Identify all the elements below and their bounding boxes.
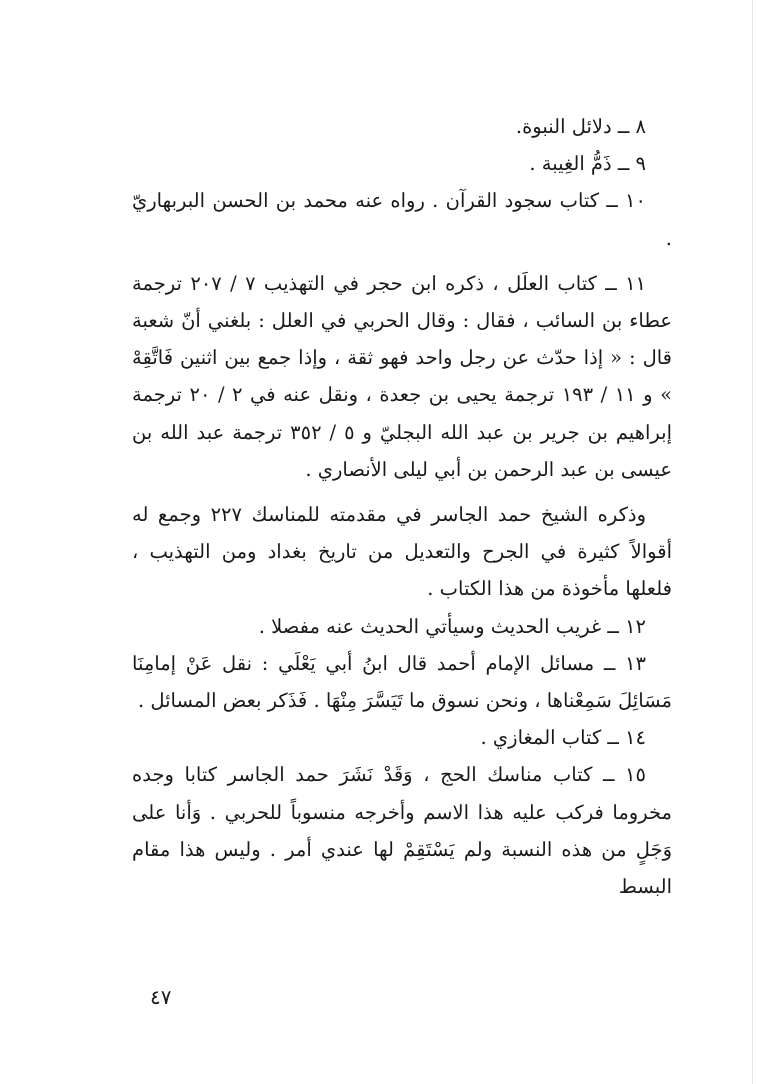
list-item-9: ٩ ــ ذَمُّ الغِيبة . xyxy=(529,152,646,176)
list-item-11: ١١ ــ كتاب العلَل ، ذكره ابن حجر في التهذيب ٧ / ٢٠٧ ترجمة عطاء بن السائب ، فقال : وقال الحربي في العلل : بلغني أنّ شعبة قال : « إذا حدّث عن رجل واحد فهو ثقة ، وإذا جمع بين اثنين فَاتَّقِهْ » و ١١ / ١٩٣ ترجمة يحيى بن جعدة ، ونقل عنه في ٢ / ٢٠ ترجمة إبراهيم بن جرير بن عبد الله البجليّ و ٥ / ٣٥٢ ترجمة عبد الله بن عيسى بن عبد الرحمن بن أبي ليلى الأنصاري . xyxy=(132,271,673,481)
list-item-12: ١٢ ــ غريب الحديث وسيأتي الحديث عنه مفصلا . xyxy=(258,614,646,638)
page-number: ٤٧ xyxy=(150,985,172,1009)
list-item-8: ٨ ــ دلائل النبوة. xyxy=(515,115,646,138)
list-item-10: ١٠ ــ كتاب سجود القرآن . رواه عنه محمد بن الحسن البربهاريّ . xyxy=(132,189,672,250)
list-item-15: ١٥ ــ كتاب مناسك الحج ، وَقَدْ نَشَرَ حمد الجاسر كتابا وجده مخروما فركب عليه هذا الاسم وأخرجه منسوباً للحربي . وَأنا على وَجَلٍ من هذه النسبة ولم يَسْتَقِمْ لها عندي أمر . وليس هذا مقام البسط xyxy=(132,763,672,899)
paragraph-jasser-note: وذكره الشيخ حمد الجاسر في مقدمته للمناسك ٢٢٧ وجمع له أقوالاً كثيرة في الجرح والتعديل من تاريخ بغداد ومن التهذيب ، فلعلها مأخوذة من هذا الكتاب . xyxy=(132,503,672,601)
page-edge-line xyxy=(752,0,753,1084)
list-item-13: ١٣ ــ مسائل الإمام أحمد قال ابنُ أبي يَعْلَي : نقل عَنْ إمامِنَا مَسَائِلَ سَمِعْناها ، ونحن نسوق ما تَيَسَّرَ مِنْهَا . فَذَكر بعض المسائل . xyxy=(132,651,672,713)
body-text xyxy=(132,108,672,905)
list-item-14: ١٤ ــ كتاب المغازي . xyxy=(480,726,646,750)
